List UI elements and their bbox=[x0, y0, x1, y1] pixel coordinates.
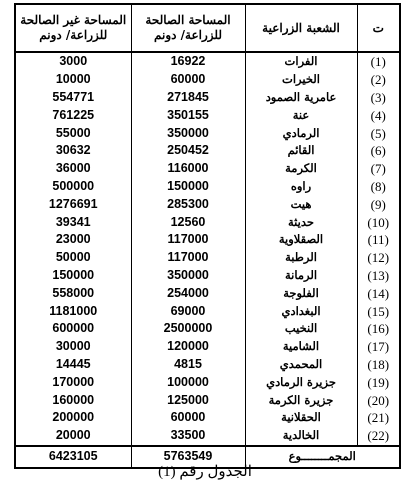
row-suitable-area: 33500 bbox=[131, 427, 245, 446]
row-unsuitable-area: 554771 bbox=[15, 89, 131, 107]
row-unsuitable-area: 600000 bbox=[15, 320, 131, 338]
table-row bbox=[15, 356, 400, 374]
row-division: جزيرة الكرمة bbox=[245, 391, 357, 409]
row-division: راوه bbox=[245, 178, 357, 196]
row-division: الشامية bbox=[245, 338, 357, 356]
row-index: (9) bbox=[357, 195, 400, 213]
header-suitable-area: المساحة الصالحة للزراعة/ دونم bbox=[131, 4, 245, 52]
row-index: (7) bbox=[357, 160, 400, 178]
row-index: (14) bbox=[357, 284, 400, 302]
row-index: (4) bbox=[357, 106, 400, 124]
row-suitable-area: 120000 bbox=[131, 338, 245, 356]
row-suitable-area: 254000 bbox=[131, 284, 245, 302]
row-suitable-area: 60000 bbox=[131, 71, 245, 89]
row-division: الخالدية bbox=[245, 427, 357, 446]
table-row bbox=[15, 249, 400, 267]
row-suitable-area: 150000 bbox=[131, 178, 245, 196]
row-unsuitable-area: 160000 bbox=[15, 391, 131, 409]
row-division: الرمانة bbox=[245, 267, 357, 285]
total-label: المجمــــــــوع bbox=[245, 446, 400, 468]
row-unsuitable-area: 50000 bbox=[15, 249, 131, 267]
row-division: هيت bbox=[245, 195, 357, 213]
row-suitable-area: 285300 bbox=[131, 195, 245, 213]
row-division: الحقلانية bbox=[245, 409, 357, 427]
row-suitable-area: 271845 bbox=[131, 89, 245, 107]
agricultural-area-table bbox=[14, 3, 401, 469]
row-division: الفرات bbox=[245, 52, 357, 71]
row-suitable-area: 250452 bbox=[131, 142, 245, 160]
table-row bbox=[15, 124, 400, 142]
row-division: القائم bbox=[245, 142, 357, 160]
row-suitable-area: 116000 bbox=[131, 160, 245, 178]
row-unsuitable-area: 761225 bbox=[15, 106, 131, 124]
row-index: (22) bbox=[357, 427, 400, 446]
table-row bbox=[15, 409, 400, 427]
row-division: النخيب bbox=[245, 320, 357, 338]
table-row bbox=[15, 338, 400, 356]
row-suitable-area: 12560 bbox=[131, 213, 245, 231]
row-suitable-area: 350155 bbox=[131, 106, 245, 124]
row-suitable-area: 4815 bbox=[131, 356, 245, 374]
row-suitable-area: 125000 bbox=[131, 391, 245, 409]
row-suitable-area: 117000 bbox=[131, 249, 245, 267]
row-suitable-area: 350000 bbox=[131, 124, 245, 142]
row-index: (16) bbox=[357, 320, 400, 338]
table-row bbox=[15, 195, 400, 213]
table-row bbox=[15, 213, 400, 231]
row-suitable-area: 100000 bbox=[131, 373, 245, 391]
row-index: (3) bbox=[357, 89, 400, 107]
row-index: (11) bbox=[357, 231, 400, 249]
table-row bbox=[15, 284, 400, 302]
table-row bbox=[15, 52, 400, 71]
row-unsuitable-area: 200000 bbox=[15, 409, 131, 427]
row-index: (2) bbox=[357, 71, 400, 89]
row-index: (12) bbox=[357, 249, 400, 267]
row-division: الرمادي bbox=[245, 124, 357, 142]
row-index: (1) bbox=[357, 52, 400, 71]
row-division: الكرمة bbox=[245, 160, 357, 178]
row-division: عنة bbox=[245, 106, 357, 124]
row-index: (17) bbox=[357, 338, 400, 356]
row-unsuitable-area: 30632 bbox=[15, 142, 131, 160]
row-index: (6) bbox=[357, 142, 400, 160]
row-unsuitable-area: 30000 bbox=[15, 338, 131, 356]
row-index: (15) bbox=[357, 302, 400, 320]
table-row bbox=[15, 89, 400, 107]
table-caption: الجدول رقم (1) bbox=[158, 464, 252, 480]
table-row bbox=[15, 267, 400, 285]
row-division: المحمدي bbox=[245, 356, 357, 374]
table-body bbox=[15, 52, 400, 446]
row-index: (21) bbox=[357, 409, 400, 427]
row-index: (8) bbox=[357, 178, 400, 196]
row-suitable-area: 60000 bbox=[131, 409, 245, 427]
row-unsuitable-area: 500000 bbox=[15, 178, 131, 196]
table-row bbox=[15, 373, 400, 391]
row-suitable-area: 350000 bbox=[131, 267, 245, 285]
row-division: الخيرات bbox=[245, 71, 357, 89]
row-index: (10) bbox=[357, 213, 400, 231]
table-row bbox=[15, 71, 400, 89]
header-division: الشعبة الزراعية bbox=[245, 4, 357, 52]
table-row bbox=[15, 106, 400, 124]
row-suitable-area: 117000 bbox=[131, 231, 245, 249]
row-unsuitable-area: 1181000 bbox=[15, 302, 131, 320]
row-index: (5) bbox=[357, 124, 400, 142]
row-suitable-area: 69000 bbox=[131, 302, 245, 320]
row-division: الفلوجة bbox=[245, 284, 357, 302]
header-index: ت bbox=[357, 4, 400, 52]
row-index: (13) bbox=[357, 267, 400, 285]
row-unsuitable-area: 558000 bbox=[15, 284, 131, 302]
table-row bbox=[15, 391, 400, 409]
table-row bbox=[15, 320, 400, 338]
row-division: جزيرة الرمادي bbox=[245, 373, 357, 391]
table-row bbox=[15, 142, 400, 160]
row-index: (18) bbox=[357, 356, 400, 374]
table-row bbox=[15, 231, 400, 249]
row-division: عامرية الصمود bbox=[245, 89, 357, 107]
row-unsuitable-area: 14445 bbox=[15, 356, 131, 374]
header-unsuitable-area: المساحة غير الصالحة للزراعة/ دونم bbox=[15, 4, 131, 52]
total-suitable: 5763549 bbox=[131, 446, 245, 468]
row-unsuitable-area: 10000 bbox=[15, 71, 131, 89]
row-division: حديثة bbox=[245, 213, 357, 231]
row-unsuitable-area: 55000 bbox=[15, 124, 131, 142]
row-index: (20) bbox=[357, 391, 400, 409]
table-row bbox=[15, 427, 400, 446]
row-unsuitable-area: 39341 bbox=[15, 213, 131, 231]
row-suitable-area: 2500000 bbox=[131, 320, 245, 338]
row-unsuitable-area: 23000 bbox=[15, 231, 131, 249]
row-index: (19) bbox=[357, 373, 400, 391]
table-row bbox=[15, 178, 400, 196]
row-suitable-area: 16922 bbox=[131, 52, 245, 71]
row-division: البغدادي bbox=[245, 302, 357, 320]
row-division: الرطبة bbox=[245, 249, 357, 267]
row-unsuitable-area: 150000 bbox=[15, 267, 131, 285]
row-unsuitable-area: 36000 bbox=[15, 160, 131, 178]
row-unsuitable-area: 20000 bbox=[15, 427, 131, 446]
data-table-container bbox=[14, 3, 399, 469]
table-row bbox=[15, 302, 400, 320]
row-unsuitable-area: 170000 bbox=[15, 373, 131, 391]
row-unsuitable-area: 1276691 bbox=[15, 195, 131, 213]
row-unsuitable-area: 3000 bbox=[15, 52, 131, 71]
table-header-row bbox=[15, 4, 400, 52]
row-division: الصقلاوية bbox=[245, 231, 357, 249]
table-row bbox=[15, 160, 400, 178]
total-unsuitable: 6423105 bbox=[15, 446, 131, 468]
